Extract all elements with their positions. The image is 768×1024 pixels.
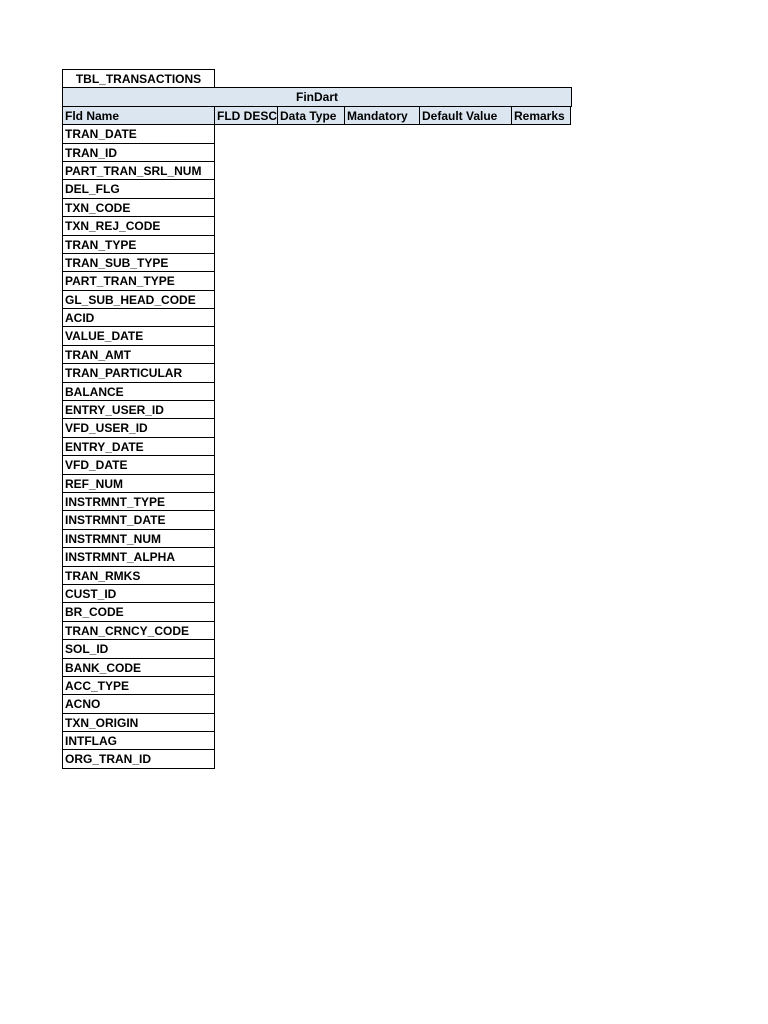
field-name-cell[interactable]: BANK_CODE: [62, 658, 215, 677]
field-name-cell[interactable]: TRAN_SUB_TYPE: [62, 253, 215, 272]
field-name-cell[interactable]: TRAN_AMT: [62, 345, 215, 364]
field-name-cell[interactable]: DEL_FLG: [62, 179, 215, 198]
column-header-remarks[interactable]: Remarks: [511, 106, 571, 125]
field-name-cell[interactable]: BR_CODE: [62, 602, 215, 621]
field-name-cell[interactable]: INSTRMNT_ALPHA: [62, 547, 215, 566]
field-name-list: [62, 124, 572, 769]
field-name-cell[interactable]: TRAN_TYPE: [62, 235, 215, 254]
field-name-cell[interactable]: TRAN_DATE: [62, 124, 215, 143]
column-header-mandatory[interactable]: Mandatory: [344, 106, 420, 125]
column-header-default-value[interactable]: Default Value: [419, 106, 512, 125]
field-name-cell[interactable]: VALUE_DATE: [62, 326, 215, 345]
spreadsheet-table: [62, 69, 572, 769]
field-name-cell[interactable]: TRAN_PARTICULAR: [62, 363, 215, 382]
field-name-cell[interactable]: VFD_USER_ID: [62, 418, 215, 437]
field-name-cell[interactable]: ORG_TRAN_ID: [62, 749, 215, 768]
field-name-cell[interactable]: VFD_DATE: [62, 455, 215, 474]
group-header-findart[interactable]: FinDart: [62, 87, 572, 106]
field-name-cell[interactable]: REF_NUM: [62, 474, 215, 493]
field-name-cell[interactable]: INSTRMNT_NUM: [62, 529, 215, 548]
column-header-fld-name[interactable]: Fld Name: [62, 106, 215, 125]
field-name-cell[interactable]: TXN_ORIGIN: [62, 713, 215, 732]
field-name-cell[interactable]: PART_TRAN_TYPE: [62, 271, 215, 290]
field-name-cell[interactable]: TRAN_CRNCY_CODE: [62, 621, 215, 640]
column-header-fld-desc[interactable]: FLD DESC: [214, 106, 278, 125]
field-name-cell[interactable]: ENTRY_DATE: [62, 437, 215, 456]
column-header-row: [62, 106, 572, 125]
field-name-cell[interactable]: ACC_TYPE: [62, 676, 215, 695]
field-name-cell[interactable]: TRAN_RMKS: [62, 566, 215, 585]
field-name-cell[interactable]: TXN_CODE: [62, 198, 215, 217]
field-name-cell[interactable]: BALANCE: [62, 382, 215, 401]
field-name-cell[interactable]: GL_SUB_HEAD_CODE: [62, 290, 215, 309]
column-header-data-type[interactable]: Data Type: [277, 106, 345, 125]
field-name-cell[interactable]: ACID: [62, 308, 215, 327]
field-name-cell[interactable]: INSTRMNT_TYPE: [62, 492, 215, 511]
field-name-cell[interactable]: ACNO: [62, 694, 215, 713]
field-name-cell[interactable]: TXN_REJ_CODE: [62, 216, 215, 235]
table-title[interactable]: TBL_TRANSACTIONS: [62, 69, 215, 88]
field-name-cell[interactable]: PART_TRAN_SRL_NUM: [62, 161, 215, 180]
field-name-cell[interactable]: ENTRY_USER_ID: [62, 400, 215, 419]
field-name-cell[interactable]: SOL_ID: [62, 639, 215, 658]
field-name-cell[interactable]: TRAN_ID: [62, 143, 215, 162]
field-name-cell[interactable]: CUST_ID: [62, 584, 215, 603]
field-name-cell[interactable]: INSTRMNT_DATE: [62, 510, 215, 529]
field-name-cell[interactable]: INTFLAG: [62, 731, 215, 750]
